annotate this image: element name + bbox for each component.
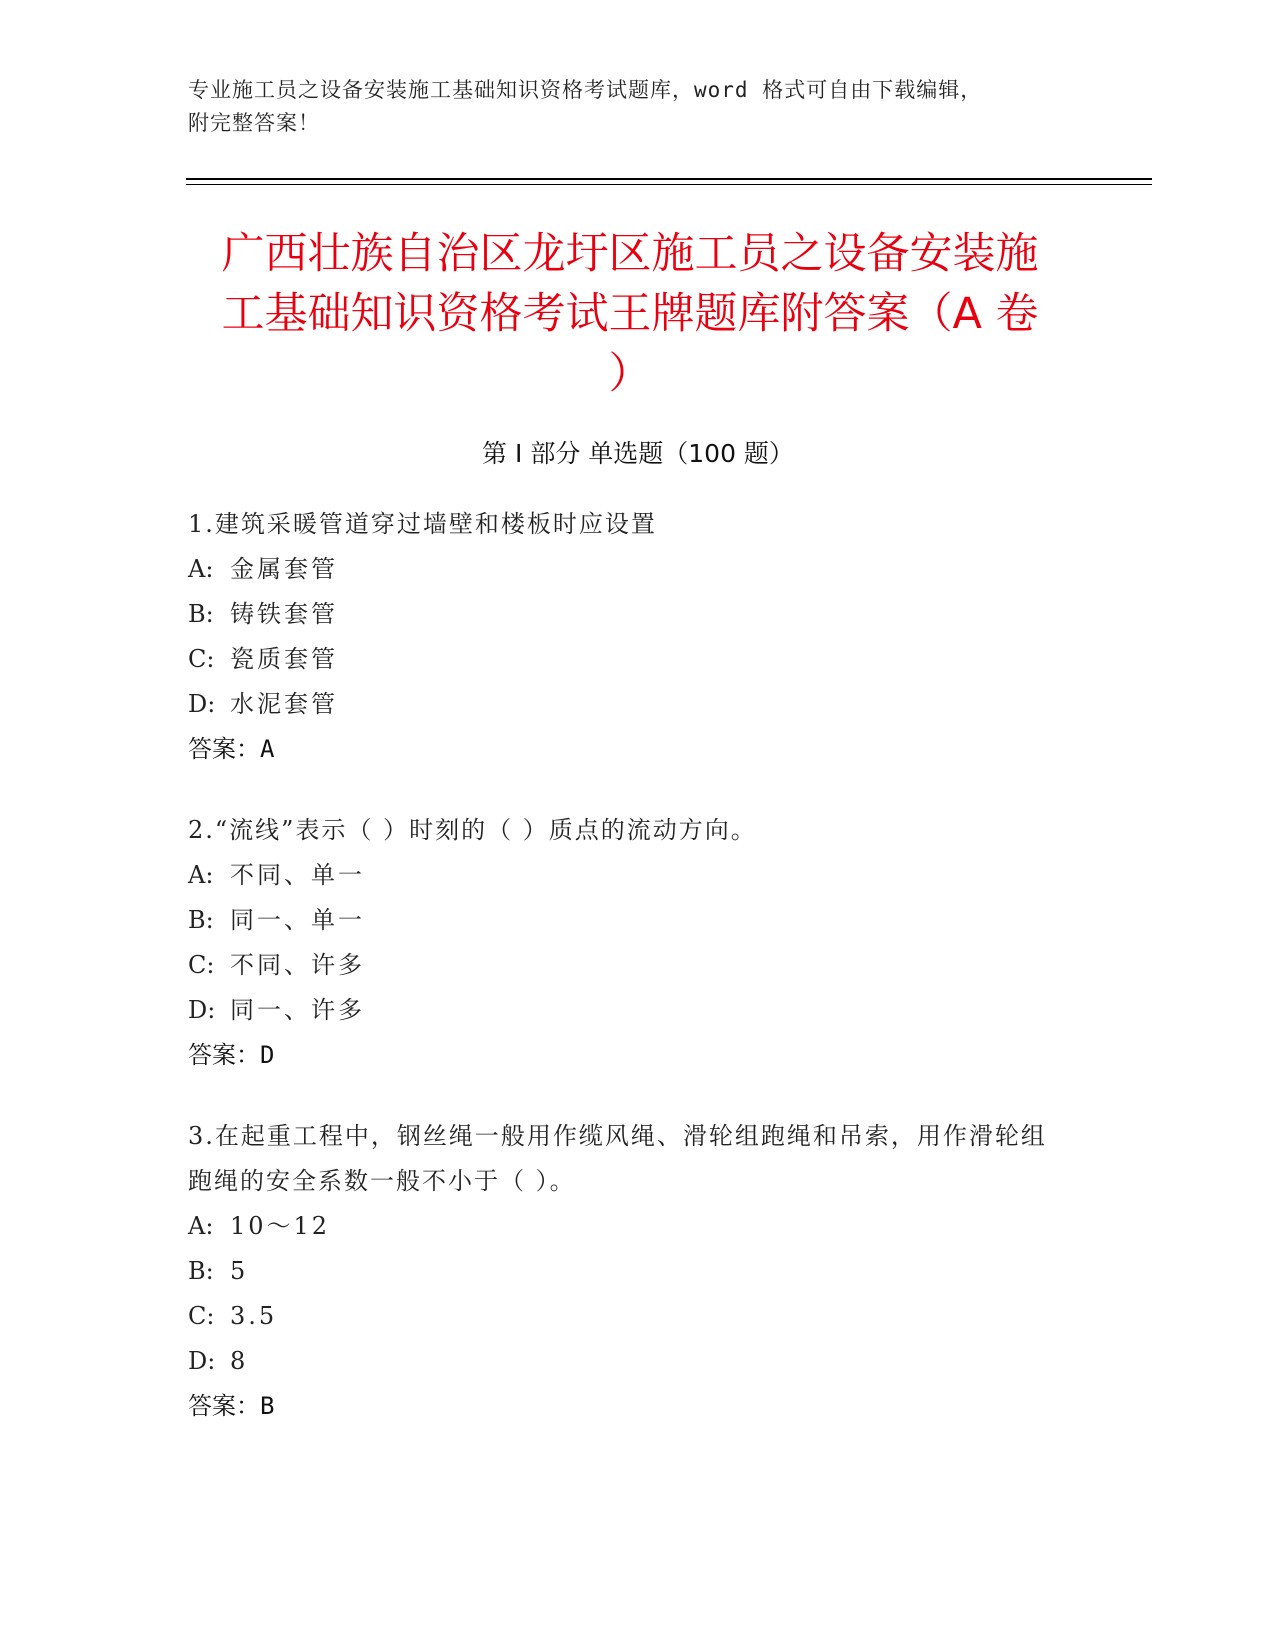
title-line-2: 工基础知识资格考试王牌题库附答案（A 卷 bbox=[221, 289, 1039, 339]
header-note bbox=[188, 74, 1088, 140]
option-label: A: bbox=[188, 1212, 214, 1240]
option-text: 水泥套管 bbox=[230, 690, 338, 718]
answer-value: D bbox=[260, 1041, 275, 1069]
option-text: 同一、单一 bbox=[230, 906, 365, 934]
question-stem: 2.“流线”表示（ ）时刻的（ ）质点的流动方向。 bbox=[188, 816, 757, 844]
header-note-line-2: 附完整答案！ bbox=[188, 111, 320, 135]
answer-label: 答案： bbox=[188, 1041, 260, 1069]
option-label: C: bbox=[188, 1302, 215, 1330]
option-c bbox=[188, 943, 1088, 988]
option-label: A: bbox=[188, 555, 214, 583]
option-label: D: bbox=[188, 1347, 216, 1375]
option-text: 铸铁套管 bbox=[230, 600, 338, 628]
question-1 bbox=[188, 502, 1088, 772]
question-2 bbox=[188, 808, 1088, 1078]
title-line-3: ） bbox=[608, 349, 652, 399]
option-label: C: bbox=[188, 951, 215, 979]
document-title bbox=[180, 224, 1080, 404]
option-text: 瓷质套管 bbox=[230, 645, 338, 673]
option-label: A: bbox=[188, 861, 214, 889]
question-3 bbox=[188, 1114, 1068, 1429]
answer-line bbox=[188, 1384, 1068, 1429]
option-text: 同一、许多 bbox=[230, 996, 365, 1024]
option-label: B: bbox=[188, 600, 214, 628]
option-c bbox=[188, 637, 1088, 682]
option-text: 不同、单一 bbox=[230, 861, 365, 889]
option-label: D: bbox=[188, 690, 216, 718]
section-heading: 第 I 部分 单选题（100 题） bbox=[482, 439, 794, 468]
option-a bbox=[188, 1204, 1068, 1249]
header-divider-thick bbox=[186, 178, 1152, 180]
option-label: B: bbox=[188, 1257, 214, 1285]
option-b bbox=[188, 1249, 1068, 1294]
option-d bbox=[188, 1339, 1068, 1384]
answer-label: 答案： bbox=[188, 1392, 260, 1420]
option-text: 5 bbox=[230, 1257, 249, 1285]
option-b bbox=[188, 898, 1088, 943]
answer-label: 答案： bbox=[188, 735, 260, 763]
option-label: C: bbox=[188, 645, 215, 673]
option-text: 不同、许多 bbox=[230, 951, 365, 979]
option-c bbox=[188, 1294, 1068, 1339]
option-a bbox=[188, 547, 1088, 592]
option-text: 金属套管 bbox=[230, 555, 338, 583]
title-line-1: 广西壮族自治区龙圩区施工员之设备安装施 bbox=[221, 229, 1039, 279]
answer-value: A bbox=[260, 735, 275, 763]
option-label: B: bbox=[188, 906, 214, 934]
answer-line bbox=[188, 727, 1088, 772]
answer-line bbox=[188, 1033, 1088, 1078]
header-note-line-1: 专业施工员之设备安装施工基础知识资格考试题库，word 格式可自由下载编辑， bbox=[188, 78, 983, 102]
option-a bbox=[188, 853, 1088, 898]
option-text: 8 bbox=[230, 1347, 249, 1375]
option-text: 10～12 bbox=[230, 1212, 331, 1240]
question-stem: 3.在起重工程中，钢丝绳一般用作缆风绳、滑轮组跑绳和吊索，用作滑轮组跑绳的安全系数一般不小于（ ）。 bbox=[188, 1122, 1047, 1195]
question-stem: 1.建筑采暖管道穿过墙壁和楼板时应设置 bbox=[188, 510, 657, 538]
option-text: 3.5 bbox=[230, 1302, 278, 1330]
option-b bbox=[188, 592, 1088, 637]
option-d bbox=[188, 682, 1088, 727]
option-d bbox=[188, 988, 1088, 1033]
header-divider-thin bbox=[186, 184, 1152, 185]
option-label: D: bbox=[188, 996, 216, 1024]
answer-value: B bbox=[260, 1392, 275, 1420]
